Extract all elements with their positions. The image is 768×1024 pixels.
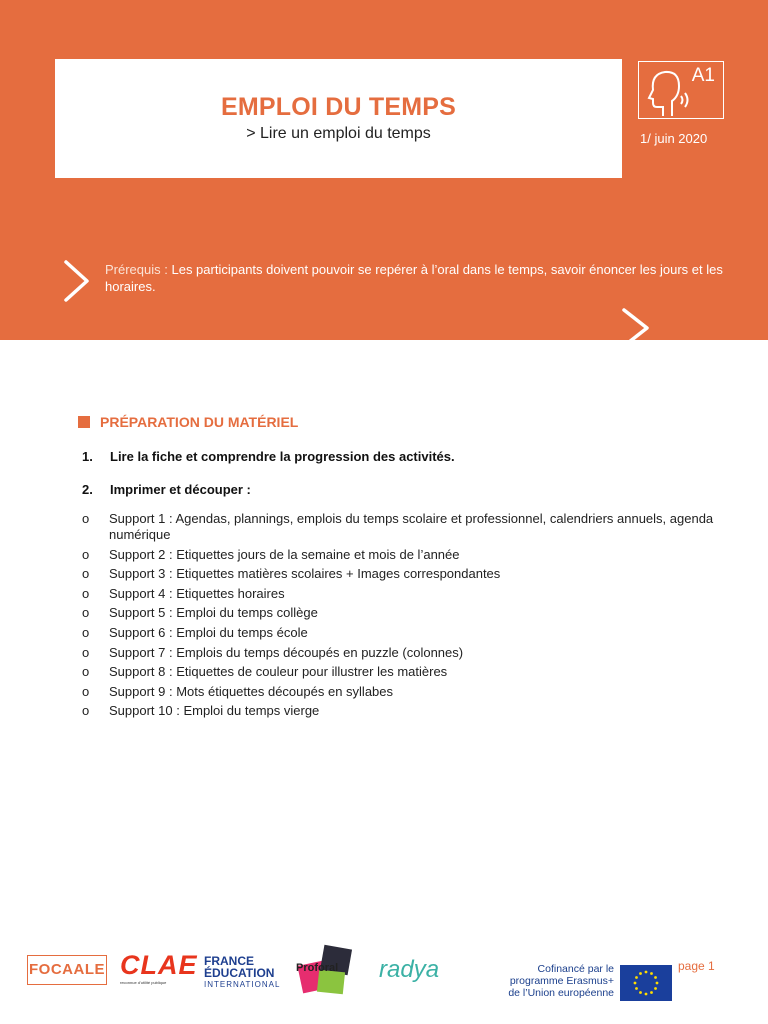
erasmus-cofinanced-text: Cofinancé par le programme Erasmus+ de l’Union européenne bbox=[508, 963, 614, 999]
step-item bbox=[82, 449, 455, 464]
list-item bbox=[82, 645, 722, 661]
page-subtitle: > Lire un emploi du temps bbox=[246, 125, 431, 142]
radya-logo: radya bbox=[379, 956, 440, 983]
list-item bbox=[82, 684, 722, 700]
fei-line3: INTERNATIONAL bbox=[204, 980, 281, 989]
list-item-text: Support 7 : Emplois du temps découpés en puzzle (colonnes) bbox=[109, 644, 464, 660]
chevron-right-icon bbox=[62, 258, 92, 304]
clae-tagline: reconnue d'utilité publique bbox=[120, 980, 167, 985]
level-label: A1 bbox=[691, 65, 715, 86]
list-item-text: Support 5 : Emploi du temps collège bbox=[109, 605, 318, 621]
focaale-logo: FOCAALE bbox=[27, 955, 107, 985]
list-item bbox=[82, 566, 722, 582]
section-title: PRÉPARATION DU MATÉRIEL bbox=[100, 414, 299, 430]
bullet-marker: o bbox=[82, 624, 90, 640]
bullet-marker: o bbox=[82, 511, 90, 526]
eu-flag-icon bbox=[620, 965, 672, 1001]
bullet-marker: o bbox=[82, 644, 90, 660]
eu-star-icon bbox=[654, 987, 657, 990]
proforal-logo-text: Proforal bbox=[296, 962, 339, 974]
speaking-head-icon bbox=[641, 66, 693, 118]
step-number: 1. bbox=[82, 449, 93, 464]
list-item-text: Support 4 : Etiquettes horaires bbox=[109, 585, 285, 601]
fei-line2: ÉDUCATION bbox=[204, 966, 275, 980]
bullet-marker: o bbox=[82, 566, 90, 582]
page-title: EMPLOI DU TEMPS bbox=[221, 93, 456, 121]
supports-list bbox=[82, 511, 722, 723]
list-item-text: Support 8 : Etiquettes de couleur pour illustrer les matières bbox=[109, 664, 448, 680]
list-item bbox=[82, 703, 722, 719]
prerequisites-body: Les participants doivent pouvoir se repérer à l’oral dans le temps, savoir énoncer les jours et les horaires. bbox=[105, 262, 723, 294]
section-square-icon bbox=[78, 416, 90, 428]
page-number: page 1 bbox=[678, 959, 715, 973]
eu-star-icon bbox=[656, 982, 659, 985]
list-item bbox=[82, 605, 722, 621]
list-item-text: Support 3 : Etiquettes matières scolaires + Images correspondantes bbox=[109, 566, 501, 582]
eu-star-icon bbox=[634, 982, 637, 985]
bullet-marker: o bbox=[82, 703, 90, 719]
list-item-text: Support 1 : Agendas, plannings, emplois du temps scolaire et professionnel, calendriers annuels, agenda numérique bbox=[109, 511, 714, 542]
eu-star-icon bbox=[650, 991, 653, 994]
list-item bbox=[82, 664, 722, 680]
bullet-marker: o bbox=[82, 546, 90, 562]
clae-logo bbox=[120, 950, 198, 985]
step-text: Imprimer et découper : bbox=[110, 482, 251, 497]
eu-star-icon bbox=[654, 976, 657, 979]
title-box bbox=[55, 59, 622, 178]
bullet-marker: o bbox=[82, 605, 90, 621]
bullet-marker: o bbox=[82, 683, 90, 699]
step-item bbox=[82, 482, 251, 497]
eu-star-icon bbox=[639, 991, 642, 994]
step-text: Lire la fiche et comprendre la progression des activités. bbox=[110, 449, 455, 464]
bullet-marker: o bbox=[82, 664, 90, 680]
chevron-right-icon bbox=[620, 307, 652, 349]
step-number: 2. bbox=[82, 482, 93, 497]
clae-logo-text: CLAE bbox=[120, 950, 198, 980]
prerequisites-text bbox=[105, 261, 725, 295]
list-item bbox=[82, 625, 722, 641]
eu-star-icon bbox=[635, 987, 638, 990]
list-item-text: Support 10 : Emploi du temps vierge bbox=[109, 703, 320, 719]
france-education-logo bbox=[204, 955, 280, 991]
eu-star-icon bbox=[650, 972, 653, 975]
list-item bbox=[82, 547, 722, 563]
eu-star-icon bbox=[639, 972, 642, 975]
eu-star-icon bbox=[645, 993, 648, 996]
fei-line1: FRANCE bbox=[204, 954, 254, 968]
eu-star-icon bbox=[635, 976, 638, 979]
list-item bbox=[82, 586, 722, 602]
bullet-marker: o bbox=[82, 585, 90, 601]
prerequisites-label: Prérequis : bbox=[105, 262, 168, 277]
section-heading bbox=[78, 414, 298, 430]
list-item-text: Support 9 : Mots étiquettes découpés en syllabes bbox=[109, 683, 394, 699]
eu-star-icon bbox=[645, 971, 648, 974]
list-item bbox=[82, 511, 722, 543]
list-item-text: Support 6 : Emploi du temps école bbox=[109, 624, 308, 640]
list-item-text: Support 2 : Etiquettes jours de la semaine et mois de l’année bbox=[109, 546, 460, 562]
level-badge bbox=[638, 61, 724, 119]
date-label: 1/ juin 2020 bbox=[640, 131, 708, 146]
